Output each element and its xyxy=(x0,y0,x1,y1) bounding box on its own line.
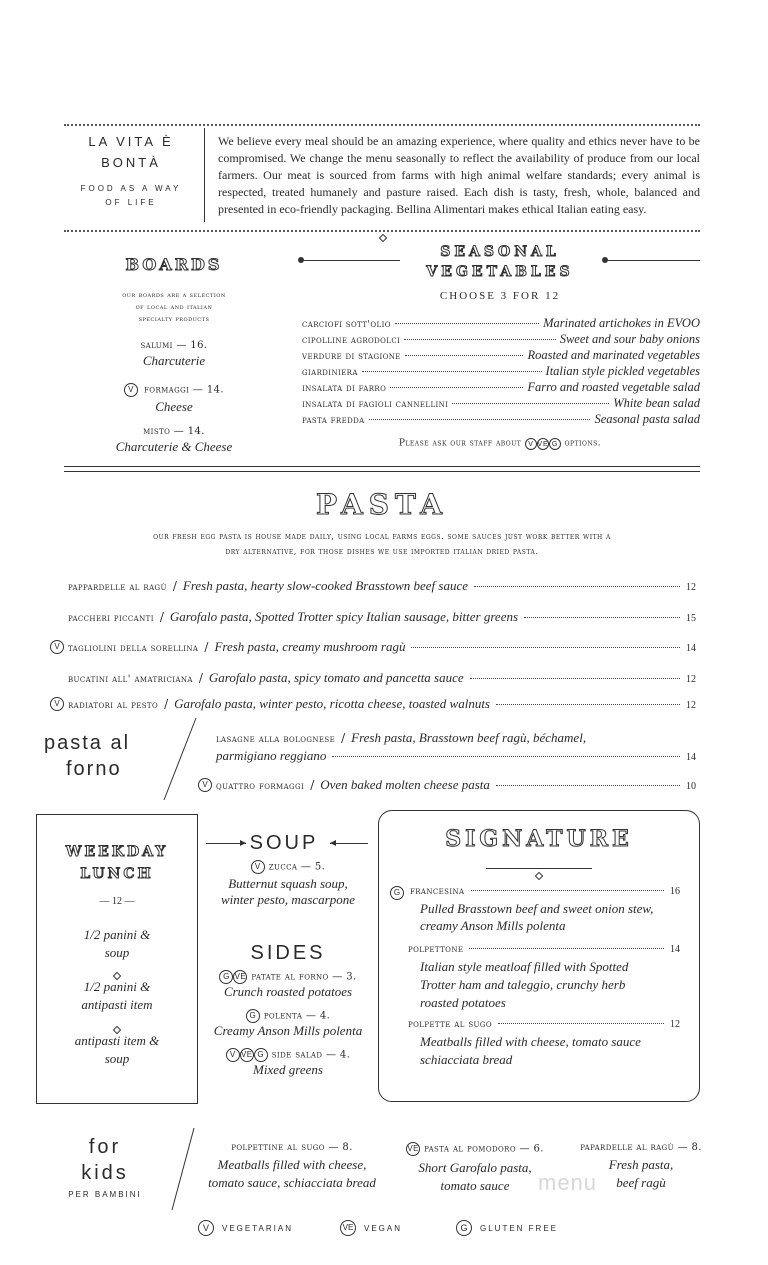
lunch-option-line: soup xyxy=(104,1051,130,1066)
board-item-name: formaggi — 14. xyxy=(144,384,224,396)
vegetarian-badge-icon: V xyxy=(50,697,64,711)
pasta-item: V radiatori al pesto / Garofalo pasta, winter pesto, ricotta cheese, toasted walnuts 12 xyxy=(50,696,696,712)
seasonal-item-desc: Seasonal pasta salad xyxy=(594,412,700,426)
kids-item-desc: tomato sauce xyxy=(440,1178,510,1193)
legend-item xyxy=(198,1220,293,1236)
header-separator xyxy=(204,128,205,222)
pasta-item-name: bucatini all' amatriciana xyxy=(68,674,193,685)
vegetarian-badge-icon: V xyxy=(226,1048,240,1062)
pasta-item-desc: Fresh pasta, creamy mushroom ragù xyxy=(214,639,406,654)
seasonal-item-name: pasta fredda xyxy=(302,415,365,426)
signature-item xyxy=(408,944,680,955)
leader-dots xyxy=(405,355,524,356)
signature-desc-line: Meatballs filled with cheese, tomato sauce xyxy=(420,1034,641,1049)
pasta-item: paccheri piccanti / Garofalo pasta, Spotted Trotter spicy Italian sausage, bitter greens 15 xyxy=(68,609,696,624)
side-name: side salad — 4. xyxy=(271,1049,351,1061)
seasonal-note xyxy=(300,438,700,450)
lunch-option xyxy=(36,978,198,1014)
kids-item xyxy=(196,1142,388,1191)
leader-dots xyxy=(395,323,539,324)
forno-title-line: pasta al xyxy=(44,732,131,754)
signature-desc-line: Pulled Brasstown beef and sweet onion stew, xyxy=(420,901,654,916)
signature-item-desc xyxy=(420,1033,690,1069)
forno-item-cont xyxy=(216,748,696,764)
pasta-title: PASTA xyxy=(316,488,448,521)
leader-dots xyxy=(474,586,680,587)
lunch-title-line-2: LUNCH xyxy=(80,866,154,882)
signature-item-price: 16 xyxy=(670,886,680,897)
kids-item-desc: tomato sauce, schiacciata bread xyxy=(208,1175,376,1190)
rule-dot xyxy=(602,257,608,263)
seasonal-item-name: insalata di fagioli cannellini xyxy=(302,399,449,410)
divider-ornament xyxy=(380,226,386,245)
leader-dots xyxy=(452,403,609,404)
board-item-desc: Charcuterie & Cheese xyxy=(115,439,233,454)
signature-item xyxy=(390,886,680,900)
lunch-option-line: 1/2 panini & xyxy=(83,979,151,994)
board-item-name: salumi — 16. xyxy=(140,340,208,351)
kids-item-name: papardelle al ragù — 8. xyxy=(580,1142,702,1153)
pasta-intro-line: our fresh egg pasta is house made daily, using local farms eggs. some sauces just work better with a xyxy=(153,532,611,542)
side-name-row xyxy=(200,1009,376,1023)
signature-item-desc xyxy=(420,900,690,934)
kids-title-line: kids xyxy=(81,1162,129,1184)
gluten-free-badge-icon: G xyxy=(246,1009,260,1023)
seasonal-item xyxy=(302,348,700,363)
signature-desc-line: Italian style meatloaf filled with Spotted xyxy=(420,959,629,974)
side-desc: Crunch roasted potatoes xyxy=(223,984,353,999)
signature-item-desc xyxy=(420,958,690,1012)
pasta-item-desc: Garofalo pasta, winter pesto, ricotta cheese, toasted walnuts xyxy=(174,696,490,711)
leader-dots xyxy=(469,948,664,949)
lunch-option-line: soup xyxy=(104,945,130,960)
seasonal-item-desc: White bean salad xyxy=(613,396,700,410)
vegetarian-badge-icon: V xyxy=(198,1220,214,1236)
tagline-line-1: FOOD AS A WAY xyxy=(80,184,182,193)
boards-subtitle-line: specialty products xyxy=(138,314,210,323)
pasta-item-price: 12 xyxy=(686,582,696,593)
leader-dots xyxy=(390,387,523,388)
seasonal-item xyxy=(302,316,700,331)
gluten-free-badge-icon: G xyxy=(254,1048,268,1062)
leader-dots xyxy=(369,419,591,420)
vegetarian-badge-icon: V xyxy=(124,383,138,397)
soup-name-row xyxy=(206,860,370,874)
vegetarian-badge-icon: V xyxy=(50,640,64,654)
seasonal-item xyxy=(302,396,700,411)
board-item-desc: Cheese xyxy=(155,399,193,414)
signature-ornament xyxy=(378,864,700,883)
pasta-item-price: 15 xyxy=(686,613,696,624)
seasonal-item-name: giardiniera xyxy=(302,367,358,378)
forno-slash xyxy=(160,716,200,802)
pasta-item: pappardelle al ragù / Fresh pasta, hearty slow-cooked Brasstown beef sauce 12 xyxy=(68,578,696,593)
watermark: menu xyxy=(538,1170,598,1195)
leader-dots xyxy=(496,704,680,705)
signature-item xyxy=(408,1019,680,1030)
seasonal-item-desc: Italian style pickled vegetables xyxy=(545,364,700,378)
board-item xyxy=(64,340,284,369)
vegan-badge-icon: VE xyxy=(340,1220,356,1236)
lunch-option-line: antipasti item xyxy=(81,997,153,1012)
vegan-badge-icon: VE xyxy=(406,1142,420,1156)
mission-text: We believe every meal should be an amazing experience, where quality and ethics never have to be compromised. We change the menu seasonally to reflect the availability of produce from our local farmers. Our meat is sourced from farms with high animal welfare standards; every animal is respected, treated humanely and pasture raised. Each dish is tasty, fresh, whole, balanced and presented in eco-friendly packaging. Bellina Alimentari makes ethical Italian eating easy. xyxy=(218,134,700,216)
brand-block xyxy=(64,134,198,207)
forno-item-name: quattro formaggi xyxy=(216,781,305,792)
kids-title-line: for xyxy=(88,1136,122,1158)
legend-item xyxy=(340,1220,402,1236)
soup-desc: Butternut squash soup, xyxy=(228,876,348,891)
forno-item-desc: parmigiano reggiano xyxy=(216,748,327,763)
vegetarian-badge-icon: V xyxy=(251,860,265,874)
seasonal-item-name: insalata di farro xyxy=(302,383,387,394)
forno-item-name: lasagne alla bolognese xyxy=(216,734,336,745)
kids-slash xyxy=(168,1126,198,1212)
boards-subtitle xyxy=(64,289,284,325)
vegetarian-badge-icon: V xyxy=(525,438,537,450)
kids-item-name: polpettine al sugo — 8. xyxy=(231,1142,353,1153)
seasonal-note-prefix: Please ask our staff about xyxy=(398,438,522,449)
sides-title: SIDES xyxy=(250,942,326,964)
kids-title xyxy=(56,1134,154,1186)
forno-item-desc: Fresh pasta, Brasstown beef ragù, béchamel, xyxy=(351,730,587,745)
signature-item-name: francesina xyxy=(410,886,465,897)
section-double-rule xyxy=(64,466,700,467)
board-item-name-row xyxy=(64,383,284,397)
signature-title: SIGNATURE xyxy=(445,826,633,852)
seasonal-note-suffix: options. xyxy=(564,438,602,449)
board-item xyxy=(64,383,284,415)
pasta-item: V tagliolini della sorellina / Fresh pasta, creamy mushroom ragù 14 xyxy=(50,639,696,655)
pasta-item-desc: Fresh pasta, hearty slow-cooked Brasstown beef sauce xyxy=(182,578,469,593)
forno-item-price: 10 xyxy=(686,781,696,792)
side-item xyxy=(200,1048,376,1078)
side-item xyxy=(200,970,376,1000)
pasta-item-desc: Garofalo pasta, spicy tomato and pancetta sauce xyxy=(208,670,464,685)
side-item xyxy=(200,1009,376,1039)
kids-item-name-row xyxy=(390,1142,560,1156)
pasta-item-name: radiatori al pesto xyxy=(68,700,159,711)
leader-dots xyxy=(362,371,542,372)
kids-item-desc: Fresh pasta, xyxy=(608,1157,674,1172)
signature-item-price: 12 xyxy=(670,1019,680,1030)
pasta-item-name: tagliolini della sorellina xyxy=(68,643,199,654)
boards-subtitle-line: our boards are a selection xyxy=(122,290,226,299)
boards-title: BOARDS xyxy=(125,255,223,274)
leader-dots xyxy=(471,890,664,891)
legend-item xyxy=(456,1220,558,1236)
seasonal-item xyxy=(302,332,700,347)
pasta-intro-line: dry alternative, for those dishes we use imported italian dried pasta. xyxy=(225,547,539,557)
forno-item-desc: Oven baked molten cheese pasta xyxy=(320,777,490,792)
legend-label: VEGAN xyxy=(364,1223,403,1233)
leader-dots xyxy=(496,785,680,786)
seasonal-item-desc: Marinated artichokes in EVOO xyxy=(543,316,700,330)
pasta-item-desc: Garofalo pasta, Spotted Trotter spicy Italian sausage, bitter greens xyxy=(169,609,519,624)
section-double-rule xyxy=(64,471,700,472)
leader-dots xyxy=(470,678,680,679)
lunch-option-line: 1/2 panini & xyxy=(83,927,151,942)
leader-dots xyxy=(404,339,555,340)
seasonal-item xyxy=(302,380,700,395)
forno-item: V quattro formaggi / Oven baked molten cheese pasta 10 xyxy=(198,777,696,793)
seasonal-item-name: cipolline agrodolci xyxy=(302,335,401,346)
seasonal-rule-left xyxy=(300,260,400,261)
top-divider xyxy=(64,124,700,126)
gluten-free-badge-icon: G xyxy=(549,438,561,450)
signature-item-name: polpette al sugo xyxy=(408,1019,492,1030)
legend-label: VEGETARIAN xyxy=(222,1223,293,1233)
gluten-free-badge-icon: G xyxy=(456,1220,472,1236)
tagline-line-2: OF LIFE xyxy=(105,198,157,207)
legend-label: GLUTEN FREE xyxy=(480,1223,559,1233)
soup-title: SOUP xyxy=(249,832,319,854)
leader-dots xyxy=(498,1023,664,1024)
leader-dots xyxy=(411,647,680,648)
signature-desc-line: creamy Anson Mills polenta xyxy=(420,918,566,933)
side-name: patate al forno — 3. xyxy=(251,971,357,983)
vegan-badge-icon: VE xyxy=(233,970,247,984)
brand-line-1: LA VITA È xyxy=(88,134,174,149)
side-desc: Creamy Anson Mills polenta xyxy=(213,1023,363,1038)
pasta-intro xyxy=(64,530,700,560)
boards-subtitle-line: of local and italian xyxy=(135,302,213,311)
leader-dots xyxy=(332,756,680,757)
seasonal-item-name: carciofi sott'olio xyxy=(302,319,391,330)
gluten-free-badge-icon: G xyxy=(219,970,233,984)
seasonal-item-desc: Roasted and marinated vegetables xyxy=(527,348,700,362)
lunch-option xyxy=(36,926,198,962)
vegan-badge-icon: VE xyxy=(537,438,549,450)
soup-item xyxy=(206,860,370,908)
signature-desc-line: schiacciata bread xyxy=(420,1052,513,1067)
soup-name: zucca — 5. xyxy=(268,861,326,873)
side-desc: Mixed greens xyxy=(253,1062,323,1077)
seasonal-item xyxy=(302,412,700,427)
vegan-badge-icon: VE xyxy=(240,1048,254,1062)
soup-arrow-right xyxy=(330,843,368,844)
pasta-item-price: 14 xyxy=(686,643,696,654)
signature-desc-line: roasted potatoes xyxy=(420,995,506,1010)
seasonal-title-line-1: SEASONAL xyxy=(440,244,560,260)
board-item xyxy=(64,426,284,455)
kids-item-desc: beef ragù xyxy=(616,1175,666,1190)
pasta-item-name: paccheri piccanti xyxy=(68,613,154,624)
seasonal-rule-right xyxy=(606,260,700,261)
rule-dot xyxy=(298,257,304,263)
forno-item-price: 14 xyxy=(686,752,696,763)
seasonal-title-line-2: VEGETABLES xyxy=(426,264,574,280)
gluten-free-badge-icon: G xyxy=(390,886,404,900)
forno-item: lasagne alla bolognese / Fresh pasta, Brasstown beef ragù, béchamel, xyxy=(216,730,587,745)
pasta-item-price: 12 xyxy=(686,674,696,685)
side-name: polenta — 4. xyxy=(263,1010,331,1022)
brand-line-2: BONTÀ xyxy=(101,155,161,170)
lunch-price: — 12 — xyxy=(99,896,135,907)
leader-dots xyxy=(524,617,680,618)
soup-desc: winter pesto, mascarpone xyxy=(221,892,355,907)
side-name-row xyxy=(200,970,376,984)
seasonal-item-desc: Farro and roasted vegetable salad xyxy=(527,380,700,394)
lunch-option xyxy=(36,1032,198,1068)
vegetarian-badge-icon: V xyxy=(198,778,212,792)
kids-item xyxy=(390,1142,560,1194)
board-item-name: misto — 14. xyxy=(143,426,205,437)
board-item-desc: Charcuterie xyxy=(142,353,206,368)
seasonal-item-name: verdure di stagione xyxy=(302,351,401,362)
kids-subtitle: PER BAMBINI xyxy=(68,1190,142,1199)
lunch-option-line: antipasti item & xyxy=(74,1033,160,1048)
pasta-item-price: 12 xyxy=(686,700,696,711)
seasonal-item xyxy=(302,364,700,379)
side-name-row xyxy=(200,1048,376,1062)
seasonal-choose: CHOOSE 3 FOR 12 xyxy=(439,290,561,302)
signature-item-price: 14 xyxy=(670,944,680,955)
forno-title-line: forno xyxy=(66,758,122,780)
signature-desc-line: Trotter ham and taleggio, crunchy herb xyxy=(420,977,626,992)
kids-item-desc: Short Garofalo pasta, xyxy=(418,1160,532,1175)
kids-item-desc: Meatballs filled with cheese, xyxy=(217,1157,367,1172)
seasonal-item-desc: Sweet and sour baby onions xyxy=(559,332,700,346)
pasta-item-name: pappardelle al ragù xyxy=(68,582,167,593)
pasta-item: bucatini all' amatriciana / Garofalo pasta, spicy tomato and pancetta sauce 12 xyxy=(68,670,696,685)
kids-item-name: pasta al pomodoro — 6. xyxy=(424,1143,544,1155)
signature-item-name: polpettone xyxy=(408,944,464,955)
lunch-title-line-1: WEEKDAY xyxy=(65,844,169,860)
